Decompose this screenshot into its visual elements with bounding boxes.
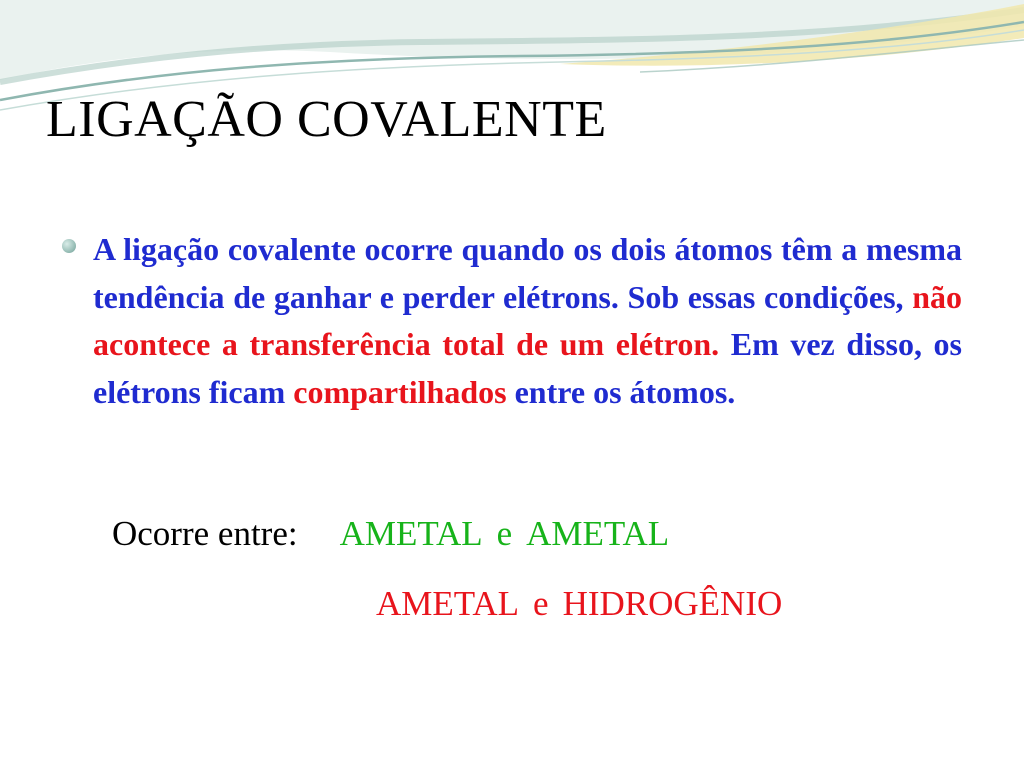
pair2-right: HIDROGÊNIO bbox=[562, 584, 783, 623]
bullet-text bbox=[93, 226, 962, 416]
bullet-text-emphasis-shared: compartilhados bbox=[293, 373, 507, 410]
bullet-text-emphasis-transfer: não acontece a transferência total de um elétron. bbox=[93, 278, 962, 362]
bullet-text-part1: A ligação covalente ocorre quando os dois átomos têm a mesma tendência de ganhar e perder elétrons. Sob essas condições, bbox=[93, 231, 962, 315]
bullet-dot-icon bbox=[62, 239, 76, 253]
occurs-between-row-2 bbox=[376, 584, 782, 624]
pair2-left: AMETAL bbox=[376, 584, 520, 623]
pair1-right: AMETAL bbox=[526, 514, 670, 553]
occurs-between-label: Ocorre entre: bbox=[112, 514, 298, 553]
pair1-connector: e bbox=[496, 514, 513, 553]
bullet-paragraph bbox=[62, 226, 962, 416]
pair1-left: AMETAL bbox=[339, 514, 483, 553]
pair2-connector: e bbox=[533, 584, 549, 623]
slide-title: LIGAÇÃO COVALENTE bbox=[46, 91, 607, 148]
occurs-between-row bbox=[112, 514, 669, 554]
bullet-text-part3: Em vez disso, os elétrons ficam bbox=[93, 326, 963, 410]
bullet-text-part5: entre os átomos. bbox=[506, 373, 736, 410]
